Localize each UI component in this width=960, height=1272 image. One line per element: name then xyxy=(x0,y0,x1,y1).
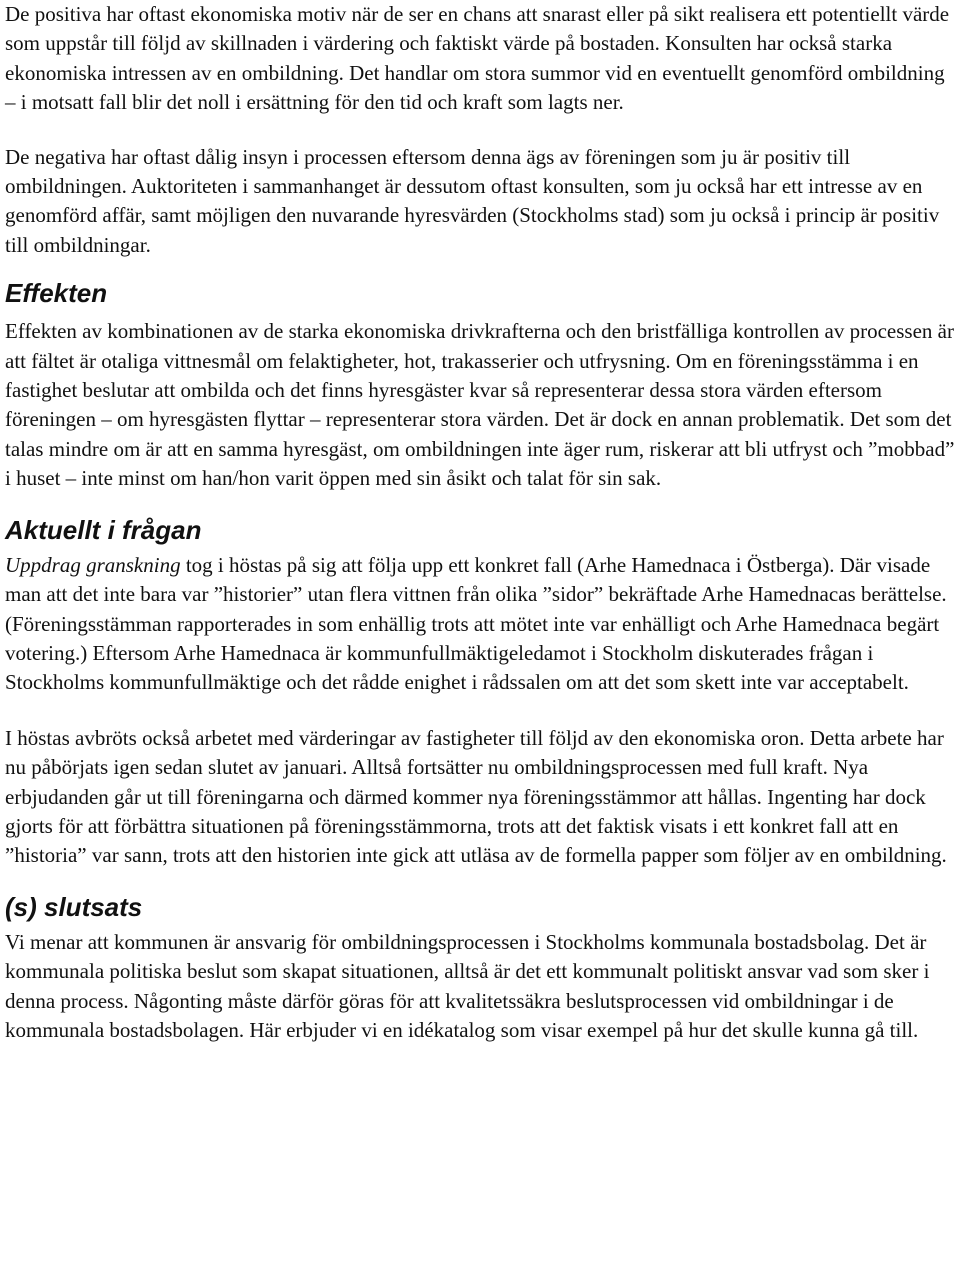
program-name: Uppdrag granskning xyxy=(5,552,181,577)
paragraph-slutsats: Vi menar att kommunen är ansvarig för ombildningsprocessen i Stockholms kommunala bostadsbolag. Det är kommunala politiska beslut som skapat situationen, alltså är det ett kommunalt politiskt ansvar vad som sker i denna process. Någonting måste därför göras för att kvalitetssäkra beslutsprocessen vid ombildningar i de kommunala bostadsbolagen. Här erbjuder vi en idékatalog som visar exempel på hur det skulle kunna gå till. xyxy=(5,929,930,1042)
paragraph-motives: De positiva har oftast ekonomiska motiv när de ser en chans att snarast eller på sikt realisera ett potentiellt värde som uppstår till följd av skillnaden i värdering och faktiskt värde på bostaden. Konsulten har också starka ekonomiska intressen av en ombildning. Det handlar om stora summor vid en eventuellt genomförd ombildning – i motsatt fall blir det noll i ersättning för den tid och kraft som lagts ner. xyxy=(5,2,950,115)
heading-aktuellt: Aktuellt i frågan xyxy=(5,514,202,545)
paragraph-varderingar: I höstas avbröts också arbetet med värderingar av fastigheter till följd av den ekonomiska oron. Detta arbete har nu påbörjats igen sedan slutet av januari. Alltså fortsätter nu ombildningsprocessen med full kraft. Nya erbjudanden går ut till föreningarna och därmed kommer nya föreningsstämmor att hållas. Ingenting har dock gjorts för att förbättra situationen på föreningsstämmorna, trots att det faktisk visats i ett konkret fall att en ”historia” var sann, trots att den historien inte gick att utläsa av de formella papper som följer av en ombildning. xyxy=(5,725,947,868)
paragraph-aktuellt-text: tog i höstas på sig att följa upp ett konkret fall (Arhe Hamednaca i Östberga). Där visade man att det inte bara var ”historier” utan flera vittnen från olika ”sidor” bekräftade Arhe Hamednacas berättelse. (Föreningsstämman rapporterades in som enhällig trots att mötet inte var enhälligt och Arhe Hamednaca begärt votering.) Eftersom Arhe Hamednaca är kommunfullmäktigeledamot i Stockholm diskuterades frågan i Stockholms kommunfullmäktige och det rådde enighet i rådssalen om att det som skett inte var acceptabelt. xyxy=(5,552,947,695)
heading-slutsats: (s) slutsats xyxy=(5,891,143,922)
paragraph-aktuellt xyxy=(5,551,957,698)
paragraph-effekten: Effekten av kombinationen av de starka ekonomiska drivkrafterna och den bristfälliga kontrollen av processen är att fältet är otaliga vittnesmål om felaktigheter, hot, trakasserier och utfrysning. Om en föreningsstämma i en fastighet beslutar att ombilda och det finns hyresgäster kvar så representerar dessa stora värden eftersom föreningen – om hyresgästen flyttar – representerar stora värden. Det är dock en annan problematik. Det som det talas mindre om är att en samma hyresgäst, om ombildningen inte äger rum, riskerar att bli utfryst och ”mobbad” i huset – inte minst om han/hon varit öppen med sin åsikt och talat för sin sak. xyxy=(5,319,955,491)
paragraph-negative: De negativa har oftast dålig insyn i processen eftersom denna ägs av föreningen som ju är positiv till ombildningen. Auktoriteten i sammanhanget är dessutom oftast konsulten, som ju också har ett intresse av en genomförd affär, samt möjligen den nuvarande hyresvärden (Stockholms stad) som ju också i princip är positiv till ombildningar. xyxy=(5,144,940,257)
heading-effekten: Effekten xyxy=(5,278,108,309)
document-page xyxy=(5,0,957,1045)
